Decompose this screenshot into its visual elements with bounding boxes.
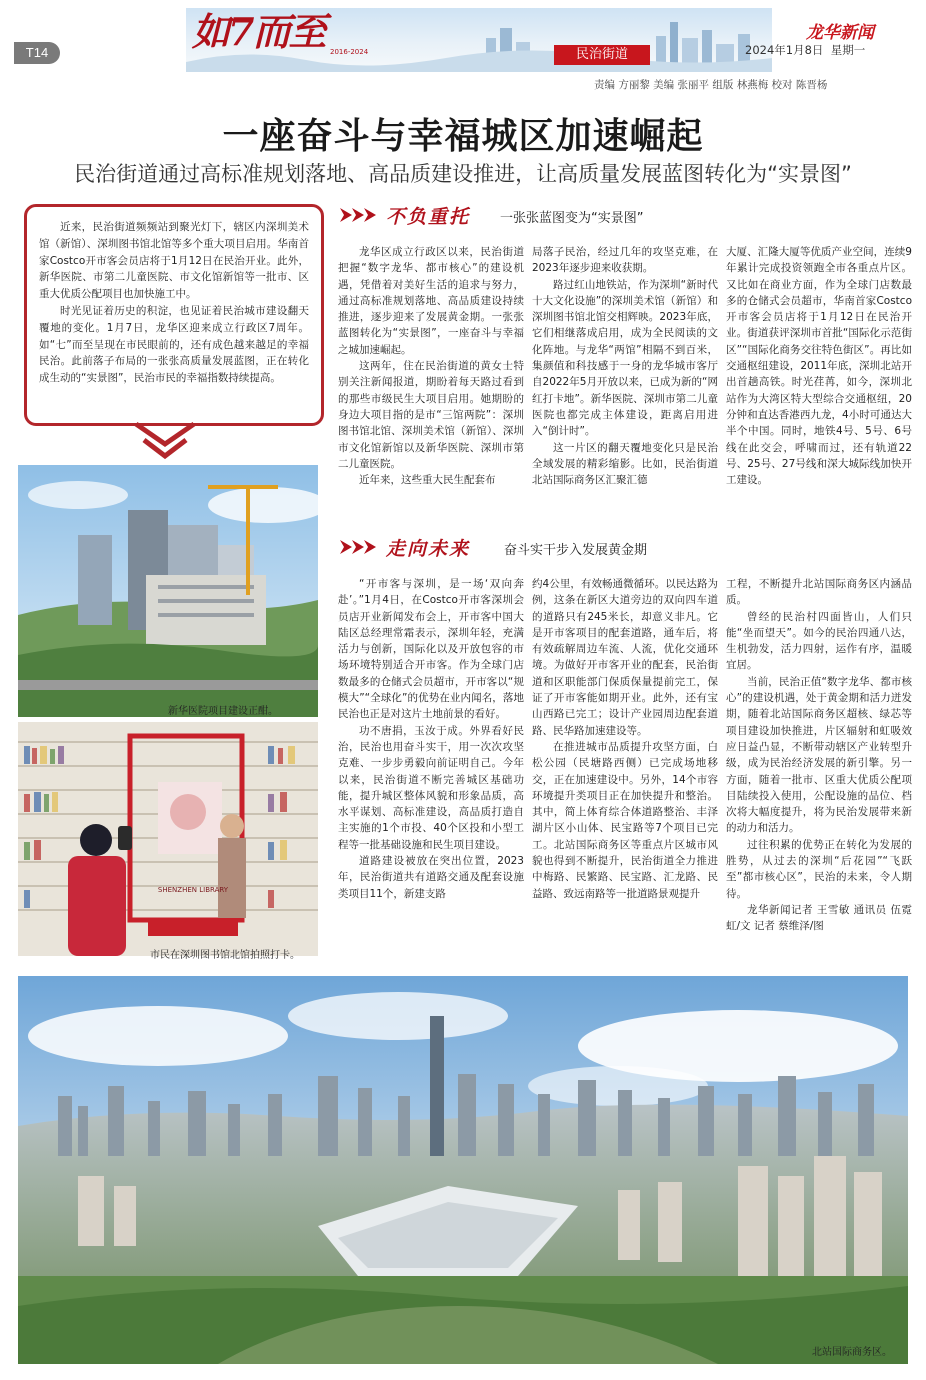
article-paragraph: 龙华区成立行政区以来，民治街道把握“数字龙华、都市核心”的建设机遇，凭借着对美好生活的追求与努力，通过高标准规划落地、高品质建设持续推进，逐步迎来了发展黄金期。一张张蓝图转化为“实景图”，一座奋斗与幸福之城加速崛起。: [338, 246, 524, 356]
article-paragraph: 工程，不断提升北站国际商务区内涵品质。: [726, 578, 912, 607]
section-subtitle: 一张张蓝图变为“实景图”: [500, 211, 644, 226]
section-header-2: [340, 534, 900, 560]
article-paragraph: 局落子民治，经过几年的攻坚克难，在2023年逐步迎来收获期。: [532, 246, 718, 275]
newspaper-name: 龙华新闻: [806, 23, 874, 43]
section-header-1: [340, 202, 900, 228]
article-paragraph: 大厦、汇隆大厦等优质产业空间，连续9年累计完成投资领跑全市各重点片区。又比如在商业方面，作为全球门店数最多的仓储式会员超市，华南首家Costco开市客会员店将于1月12日在民治开业。街道获评深圳市首批“国际化示范街区”“国际化商务交往特色街区”。再比如交通枢纽建设，2011年底，深圳北站开出首趟高铁。时光荏苒，如今，深圳北站作为大湾区特大型综合交通枢纽，20分钟和直达香港西九龙，4小时可通达大半个中国。同时，地铁4号、5号、6号线在此交会，呼啸而过，还有轨道22号、25号、27号线和深大城际线加快开工建设。: [726, 246, 912, 487]
double-chevron-icon: [340, 538, 384, 556]
anniversary-logo-years: 2016-2024: [330, 48, 369, 56]
hospital-photo-caption: 新华医院项目建设正酣。: [168, 706, 278, 717]
article-paragraph: 路过红山地铁站，作为深圳“新时代十大文化设施”的深圳美术馆（新馆）和深圳图书馆北馆交相辉映。2023年底，它们相继落成启用，成为全民阅读的文化阵地。与龙华“两馆”相隔不到百米，集颜值和科技感于一身的龙华城市客厅自2022年5月开放以来，已成为新的“网红打卡地”。新华医院、深圳市第二儿童医院也都完成主体建设，距离启用进入“倒计时”。: [532, 278, 718, 438]
section-title: 走向未来: [386, 538, 471, 560]
article-paragraph: “开市客与深圳，是一场‘双向奔赴’。”1月4日，在Costco开市客深圳会员店开业新闻发布会上，开市客中国大陆区总经理常霜表示，深圳年轻，充满活力与创新，国际化以及开放包容的市场环境特别适合开市客。作为全球门店数最多的仓储式会员超市，开市客以“规模大”“全球化”的优势在业内闻名，落地民治也正是对这片土地前景的看好。: [338, 578, 524, 721]
page-headline: 一座奋斗与幸福城区加速崛起: [222, 116, 704, 157]
anniversary-logo: 如7而至: [192, 9, 325, 54]
article-column: [338, 244, 524, 516]
article-column: [338, 576, 524, 968]
article-paragraph: 功不唐捐，玉汝于成。外界看好民治，民治也用奋斗实干，用一次次攻坚克难、一步步勇毅向前证明自己。今年以来，民治街道不断完善城区基础功能，提升城区整体风貌和形象品质，高水平谋划、高标准建设，高品质打造自主实施的1个市投、40个区投和小型工程等一批基础设施和民生项目建设。: [338, 724, 524, 851]
article-paragraph: 在推进城市品质提升攻坚方面，白松公园（民塘路西侧）已完成场地移交，正在加速建设中。另外，14个市容环境提升类项目正在加快提升和整治。其中，简上体育综合体道路整治、丰泽湖片区小山体、民宝路等7个项目已完工。北站国际商务区等重点片区城市风貌也得到不断提升，民治街道全力推进中梅路、民繁路、民宝路、汇龙路、民益路、致远南路等一批道路景观提升: [532, 740, 718, 900]
article-paragraph: 这两年，住在民治街道的黄女士特别关注新闻报道，期盼着每天路过看到的那些市级民生大项目启用。她期盼的身边大项目指的是市“三馆两院”：深圳图书馆北馆、深圳美术馆（新馆）、深圳市文化馆新馆以及新华医院、深圳市第二儿童医院。: [338, 360, 524, 470]
aerial-photo-caption: 北站国际商务区。: [812, 1347, 892, 1358]
library-photo-caption: 市民在深圳图书馆北馆拍照打卡。: [150, 950, 300, 961]
article-paragraph: 近年来，这些重大民生配套布: [359, 474, 496, 487]
article-paragraph: 这一片区的翻天覆地变化只是民治全域发展的精彩缩影。比如，民治街道北站国际商务区汇聚汇德: [532, 441, 718, 487]
article-column: [726, 244, 912, 516]
masthead-banner: [186, 8, 772, 72]
hospital-construction-photo: [18, 465, 318, 717]
page-number-tab: T14: [14, 42, 60, 64]
article-paragraph: 曾经的民治村四面皆山，人们只能“坐而望天”。如今的民治四通八达，生机勃发，活力四射，运作有序，温暖宜居。: [726, 610, 912, 672]
article-paragraph: 约4公里，有效畅通微循环。以民达路为例，这条在新区大道旁边的双向四车道的道路只有245米长，却意义非凡。它是开市客项目的配套道路，通车后，将有效疏解周边车流、人流，优化交通环境。为做好开市客开业的配套，民治街道和区职能部门保质保量提前完工，保证了开市客能如期开业。此外，还有宝山西路已完工；设计产业园周边配套道路、民华路加速建设等。: [532, 578, 718, 737]
editorial-credits: 责编 方丽黎 美编 张丽平 组版 林燕梅 校对 陈晋杨: [594, 79, 828, 91]
chevron-down-icon: [130, 420, 200, 464]
article-paragraph: 过往积累的优势正在转化为发展的胜势，从过去的深圳“后花园”“飞跃至”都市核心区”，民治的未来，令人期待。: [726, 838, 912, 900]
issue-weekday: 星期一: [830, 43, 866, 57]
article-byline: 龙华新闻记者 王雪敏 通讯员 伍霓虹/文 记者 蔡维泽/图: [726, 903, 912, 933]
section-subtitle: 奋斗实干步入发展黄金期: [504, 543, 648, 558]
aerial-business-district-photo: [18, 976, 908, 1364]
double-chevron-icon: [340, 206, 384, 224]
issue-date: [745, 42, 865, 58]
library-sign-text: SHENZHEN LIBRARY: [157, 886, 229, 894]
intro-box: [24, 204, 324, 426]
section-label: 民治街道: [554, 45, 650, 65]
section-title: 不负重托: [386, 206, 471, 228]
article-paragraph: 道路建设被放在突出位置，2023年，民治街道共有道路交通及配套设施类项目11个，新建支路: [338, 855, 524, 900]
page-subheadline: 民治街道通过高标准规划落地、高品质建设推进，让高质量发展蓝图转化为“实景图”: [74, 162, 852, 186]
issue-date-text: 2024年1月8日: [745, 43, 824, 57]
article-column: [532, 244, 718, 516]
article-column: [532, 576, 718, 968]
library-checkin-photo: [18, 722, 318, 956]
intro-paragraph: 近来，民治街道频频站到聚光灯下，辖区内深圳美术馆（新馆）、深圳图书馆北馆等多个重大项目启用。华南首家Costco开市客会员店将于1月12日在民治开业。此外，新华医院、市第二儿童医院、市文化馆新馆等一批市、区重大优质公配项目也加快施工中。: [39, 221, 309, 301]
article-column: [726, 576, 912, 968]
article-paragraph: 当前，民治正值“数字龙华、都市核心”的建设机遇，处于黄金期和活力迸发期，随着北站国际商务区超核、绿芯等项目建设加快推进，片区辐射和虹吸效应日益凸显，不断带动辖区产业转型升级，成为民治经济发展的新引擎。另一方面，随着一批市、区重大优质公配项目陆续投入使用，公配设施的品位、档次将大幅度提升，将为民治发展带来新的动力和活力。: [726, 675, 912, 835]
intro-paragraph: 时光见证着历史的积淀，也见证着民治城市建设翻天覆地的变化。1月7日，龙华区迎来成立行政区7周年。如“七”而至呈现在市民眼前的，还有成色越来越足的幸福民治。此前落子布局的一张张高质量发展蓝图，正在转化成生动的“实景图”，民治市民的幸福指数持续提高。: [39, 304, 309, 385]
